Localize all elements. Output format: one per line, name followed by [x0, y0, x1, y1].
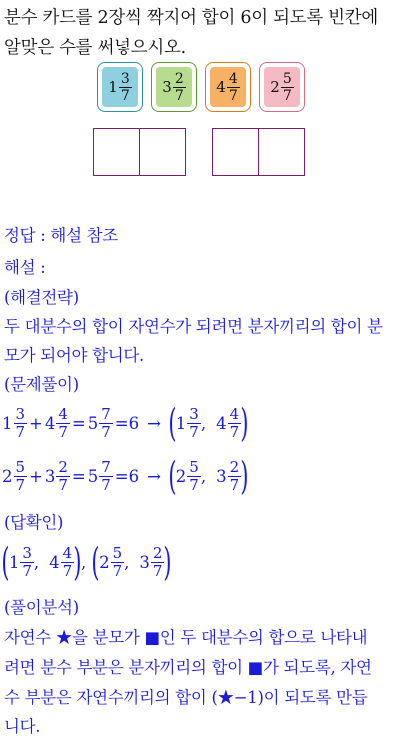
card-4-numerator: 5: [282, 70, 292, 87]
answer-box-2[interactable]: [139, 128, 186, 176]
card-3-denominator: 7: [228, 87, 238, 104]
analysis-line-4: 니다.: [4, 717, 41, 736]
eq1-sum-whole: 5: [87, 413, 99, 433]
eq1-sum-denominator: 7: [101, 422, 111, 441]
eq1-equals: =: [71, 413, 86, 433]
card-1-numerator: 3: [120, 70, 130, 87]
card-1-whole: 1: [108, 78, 118, 96]
strategy-title: (해결전략): [4, 288, 79, 307]
question-text: [4, 3, 398, 63]
confirm-pair1-b-denominator: 7: [62, 561, 73, 580]
confirm-pair1-a-numerator: 3: [22, 543, 32, 562]
fraction-cards: [0, 62, 400, 114]
eq2-pair-b-whole: 3: [216, 466, 227, 486]
eq2-result: =6: [114, 466, 140, 486]
eq2-term-b-denominator: 7: [58, 475, 68, 494]
eq1-pair-b-numerator: 4: [229, 404, 240, 423]
confirm-pair1-open-paren: (: [1, 540, 10, 584]
eq1-result: =6: [114, 413, 140, 433]
eq1-arrow: →: [147, 413, 161, 433]
answer-box-3[interactable]: [212, 128, 259, 176]
confirm-title: (답확인): [4, 513, 64, 532]
fraction-card-1: [97, 62, 143, 112]
confirm-answer: [1, 540, 172, 584]
eq2-term-a-denominator: 7: [15, 475, 26, 494]
eq2-plus: +: [29, 466, 43, 486]
confirm-pair2-a-denominator: 7: [112, 561, 123, 580]
confirm-pair2-a-numerator: 5: [112, 543, 123, 562]
eq2-sum-numerator: 7: [101, 457, 111, 476]
question-line-1: 분수 카드를 2장씩 짝지어 합이 6이 되도록 빈칸에: [4, 8, 379, 28]
eq1-term-b-denominator: 7: [58, 422, 68, 441]
eq1-sum-numerator: 7: [101, 404, 111, 423]
card-2-whole: 3: [162, 78, 172, 96]
confirm-pair2-b-denominator: 7: [152, 561, 163, 580]
eq2-pair-a-whole: 2: [175, 466, 187, 486]
confirm-pair2-comma: ,: [124, 552, 130, 572]
eq2-pair-comma: ,: [200, 466, 207, 486]
card-4-denominator: 7: [282, 87, 292, 104]
strategy-line-2: 모가 되어야 합니다.: [4, 346, 144, 365]
answer-box-1[interactable]: [93, 128, 140, 176]
confirm-pair1-comma: ,: [33, 552, 40, 572]
eq2-pair-b-numerator: 2: [229, 457, 240, 476]
analysis-line-2: 려면 분수 부분은 분자끼리의 합이 ■가 되도록, 자연: [4, 658, 372, 677]
confirm-pair2-close-paren: ): [163, 540, 172, 584]
eq1-pair-a-numerator: 3: [189, 404, 199, 423]
analysis-line-3: 수 부분은 자연수끼리의 합이 (★−1)이 되도록 만듭: [4, 688, 368, 707]
solve-title: (문제풀이): [4, 375, 79, 394]
eq2-term-b-whole: 3: [44, 466, 56, 486]
confirm-pair1-close-paren: ): [73, 540, 82, 584]
strategy-line-1: 두 대분수의 합이 자연수가 되려면 분자끼리의 합이 분: [4, 317, 383, 336]
eq2-arrow: →: [147, 466, 161, 486]
answer-line: 정답 : 해설 참조: [4, 226, 118, 245]
confirm-pair2-b-numerator: 2: [152, 543, 163, 562]
eq2-close-paren: ): [240, 454, 249, 498]
fraction-card-4: [259, 62, 305, 112]
card-2-denominator: 7: [174, 87, 184, 104]
eq2-term-b-numerator: 2: [58, 457, 68, 476]
eq1-open-paren: (: [168, 401, 177, 445]
confirm-pair2-a-whole: 2: [99, 552, 110, 572]
confirm-pair1-a-denominator: 7: [22, 561, 32, 580]
eq1-term-a-denominator: 7: [15, 422, 26, 441]
confirm-pair1-a-whole: 1: [8, 552, 20, 572]
eq2-pair-b-denominator: 7: [229, 475, 240, 494]
card-4-whole: 2: [270, 78, 280, 96]
eq2-term-a-whole: 2: [2, 466, 13, 486]
eq1-plus: +: [29, 413, 43, 433]
eq2-term-a-numerator: 5: [15, 457, 26, 476]
eq1-pair-b-whole: 4: [216, 413, 227, 433]
eq1-close-paren: ): [240, 401, 249, 445]
card-1-denominator: 7: [120, 87, 130, 104]
fraction-card-3: [205, 62, 251, 112]
equation-1: [2, 401, 249, 445]
eq1-term-a-whole: 1: [2, 413, 13, 433]
eq1-term-b-whole: 4: [44, 413, 56, 433]
fraction-card-2: [151, 62, 197, 112]
eq1-pair-a-denominator: 7: [189, 422, 199, 441]
confirm-pair1-b-numerator: 4: [62, 543, 73, 562]
confirm-pair2-b-whole: 3: [139, 552, 150, 572]
eq2-pair-a-numerator: 5: [189, 457, 199, 476]
analysis-title: (풀이분석): [4, 598, 79, 617]
confirm-pair2-open-paren: (: [91, 540, 100, 584]
answer-box-4[interactable]: [258, 128, 305, 176]
confirm-pair1-b-whole: 4: [49, 552, 60, 572]
card-2-numerator: 2: [174, 70, 184, 87]
eq2-open-paren: (: [168, 454, 177, 498]
confirm-separator-comma: ,: [81, 552, 87, 572]
card-3-numerator: 4: [228, 70, 238, 87]
equation-2: [2, 454, 249, 498]
eq2-sum-denominator: 7: [101, 475, 111, 494]
card-3-whole: 4: [216, 78, 226, 96]
eq1-term-b-numerator: 4: [58, 404, 68, 423]
question-line-2: 알맞은 수를 써넣으시오.: [4, 38, 186, 58]
eq2-pair-a-denominator: 7: [189, 475, 199, 494]
analysis-line-1: 자연수 ★을 분모가 ■인 두 대분수의 합으로 나타내: [4, 628, 368, 647]
eq2-sum-whole: 5: [87, 466, 99, 486]
eq1-pair-a-whole: 1: [175, 413, 187, 433]
eq1-term-a-numerator: 3: [15, 404, 26, 423]
explanation-label: 해설 :: [4, 258, 46, 277]
eq2-equals: =: [71, 466, 86, 486]
eq1-pair-comma: ,: [200, 413, 207, 433]
eq1-pair-b-denominator: 7: [229, 422, 240, 441]
